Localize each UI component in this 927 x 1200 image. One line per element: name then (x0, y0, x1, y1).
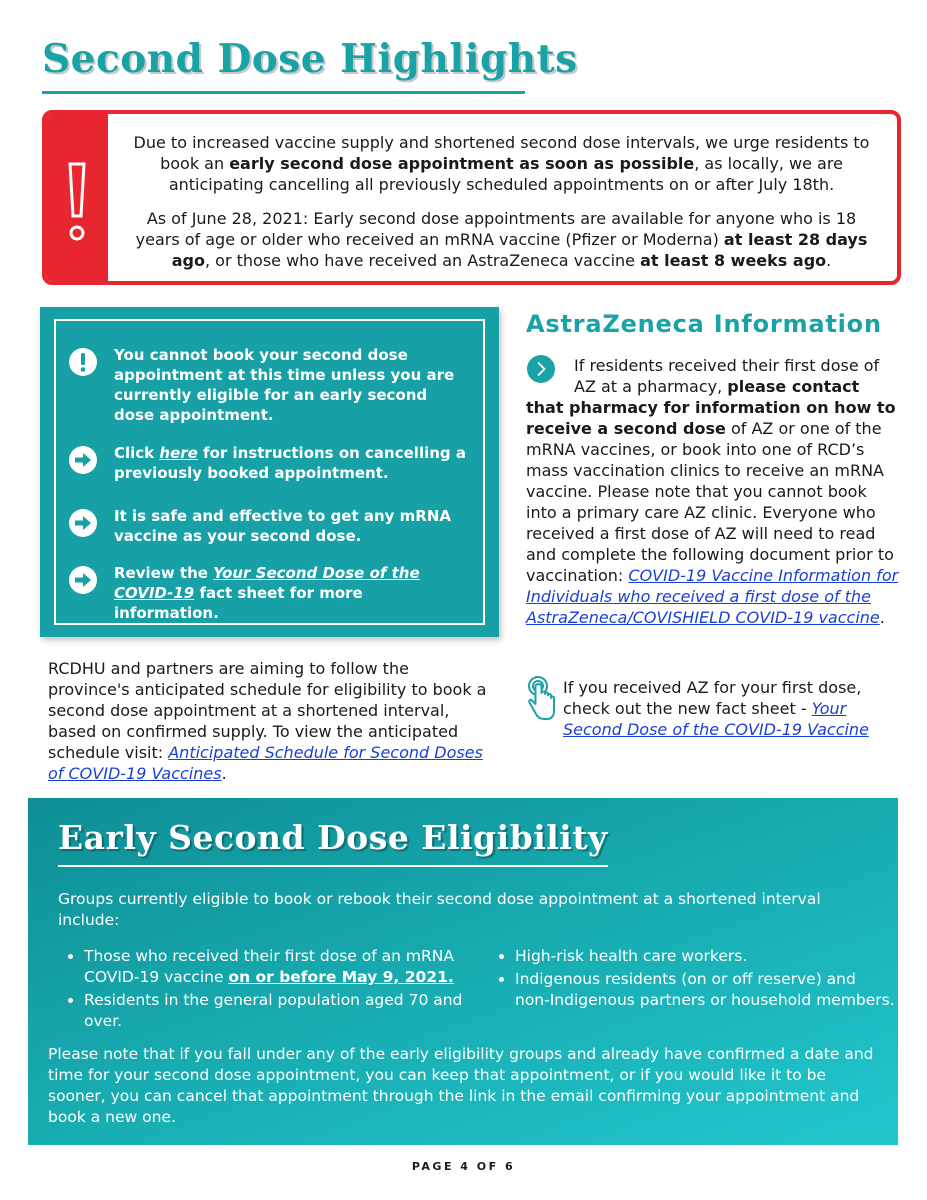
arrow-right-circle-icon (68, 508, 98, 538)
alert-text (126, 132, 877, 284)
astrazeneca-heading: AstraZeneca Information (526, 310, 882, 338)
eligibility-list-right (489, 946, 895, 1013)
alert-paragraph-2: As of June 28, 2021: Early second dose appointments are available for anyone who is 18 years of age or older who received an mRNA vaccine (Pfizer or Moderna) at least 28 days ago, or those who have received an AstraZeneca vaccine at least 8 weeks ago. (135, 209, 868, 270)
tips-panel-border (54, 319, 485, 625)
alert-paragraph-1: Due to increased vaccine supply and shortened second dose intervals, we urge residents to book an early second dose appointment as soon as possible, as locally, we are anticipating cancelling all previously scheduled appointments on or after July 18th. (133, 133, 870, 194)
arrow-right-circle-icon (68, 445, 98, 475)
az-fact-sheet-note: If you received AZ for your first dose, check out the new fact sheet - Your Second Dose of the COVID-19 Vaccine (563, 678, 869, 739)
exclamation-circle-icon (68, 347, 98, 377)
exclamation-icon (66, 162, 88, 244)
tip-item: It is safe and effective to get any mRNA vaccine as your second dose. (68, 506, 469, 546)
arrow-right-circle-icon (68, 565, 98, 595)
eligibility-intro: Groups currently eligible to book or rebook their second dose appointment at a shortened interval include: (58, 890, 821, 929)
fact-sheet-link[interactable]: Your Second Dose of the COVID-19 (114, 564, 420, 602)
eligibility-list-left (58, 946, 484, 1034)
astrazeneca-paragraph: If residents received their first dose of AZ at a pharmacy, please contact that pharmacy for information on how to receive a second dose of AZ or one of the mRNA vaccines, or book into one of RCD’s mass vaccination clinics to receive an mRNA vaccine. Please note that you cannot book into a primary care AZ clinic. Everyone who received a first dose of AZ will need to read and complete the following document prior to vaccination: COVID-19 Vaccine Information for Individuals who received a first dose of the AstraZeneca/COVISHIELD COVID-19 vaccine. (526, 356, 899, 627)
page-title: Second Dose Highlights (42, 36, 578, 82)
az-info-document-link[interactable]: COVID-19 Vaccine Information for Individuals who received a first dose of the AstraZeneca/COVISHIELD COVID-19 vaccine (526, 566, 899, 627)
list-item: • Those who received their first dose of an mRNA COVID-19 vaccine on or before May 9, 2021. (84, 946, 484, 988)
list-item: • Residents in the general population aged 70 and over. (84, 990, 484, 1032)
page-number: PAGE 4 OF 6 (411, 1160, 516, 1173)
list-item: • Indigenous residents (on or off reserve) and non-Indigenous partners or household members. (515, 969, 895, 1011)
title-underline (42, 91, 525, 94)
alert-box (42, 110, 901, 285)
hand-pointer-icon (523, 674, 557, 724)
az-fact-sheet-link[interactable]: Your Second Dose of the COVID-19 Vaccine (563, 699, 869, 739)
rcdhu-paragraph: RCDHU and partners are aiming to follow the province's anticipated schedule for eligibility to book a second dose appointment at a shortened interval, based on confirmed supply. To view the anticipated schedule visit: Anticipated Schedule for Second Doses of COVID-19 Vaccines. (48, 659, 487, 783)
anticipated-schedule-link[interactable]: Anticipated Schedule for Second Doses of COVID-19 Vaccines (48, 743, 483, 783)
eligibility-heading-rule (58, 865, 608, 867)
tip-item: Click here for instructions on cancelling a previously booked appointment. (68, 443, 469, 483)
tip-item: Review the Your Second Dose of the COVID-19 fact sheet for more information. (68, 563, 469, 623)
tips-panel (40, 307, 499, 637)
eligibility-note: Please note that if you fall under any of the early eligibility groups and already have confirmed a date and time for your second dose appointment, you can keep that appointment, or if you would like it to be sooner, you can cancel that appointment through the link in the email confirming your appointment and book a new one. (48, 1045, 874, 1126)
list-item: • High-risk health care workers. (515, 946, 895, 967)
eligibility-section (28, 798, 898, 1145)
eligibility-heading: Early Second Dose Eligibility (58, 818, 608, 857)
alert-sidebar (46, 114, 108, 281)
tip-item: You cannot book your second dose appointment at this time unless you are currently eligible for an early second dose appointment. (68, 345, 469, 425)
cancel-instructions-link[interactable]: here (159, 444, 198, 462)
